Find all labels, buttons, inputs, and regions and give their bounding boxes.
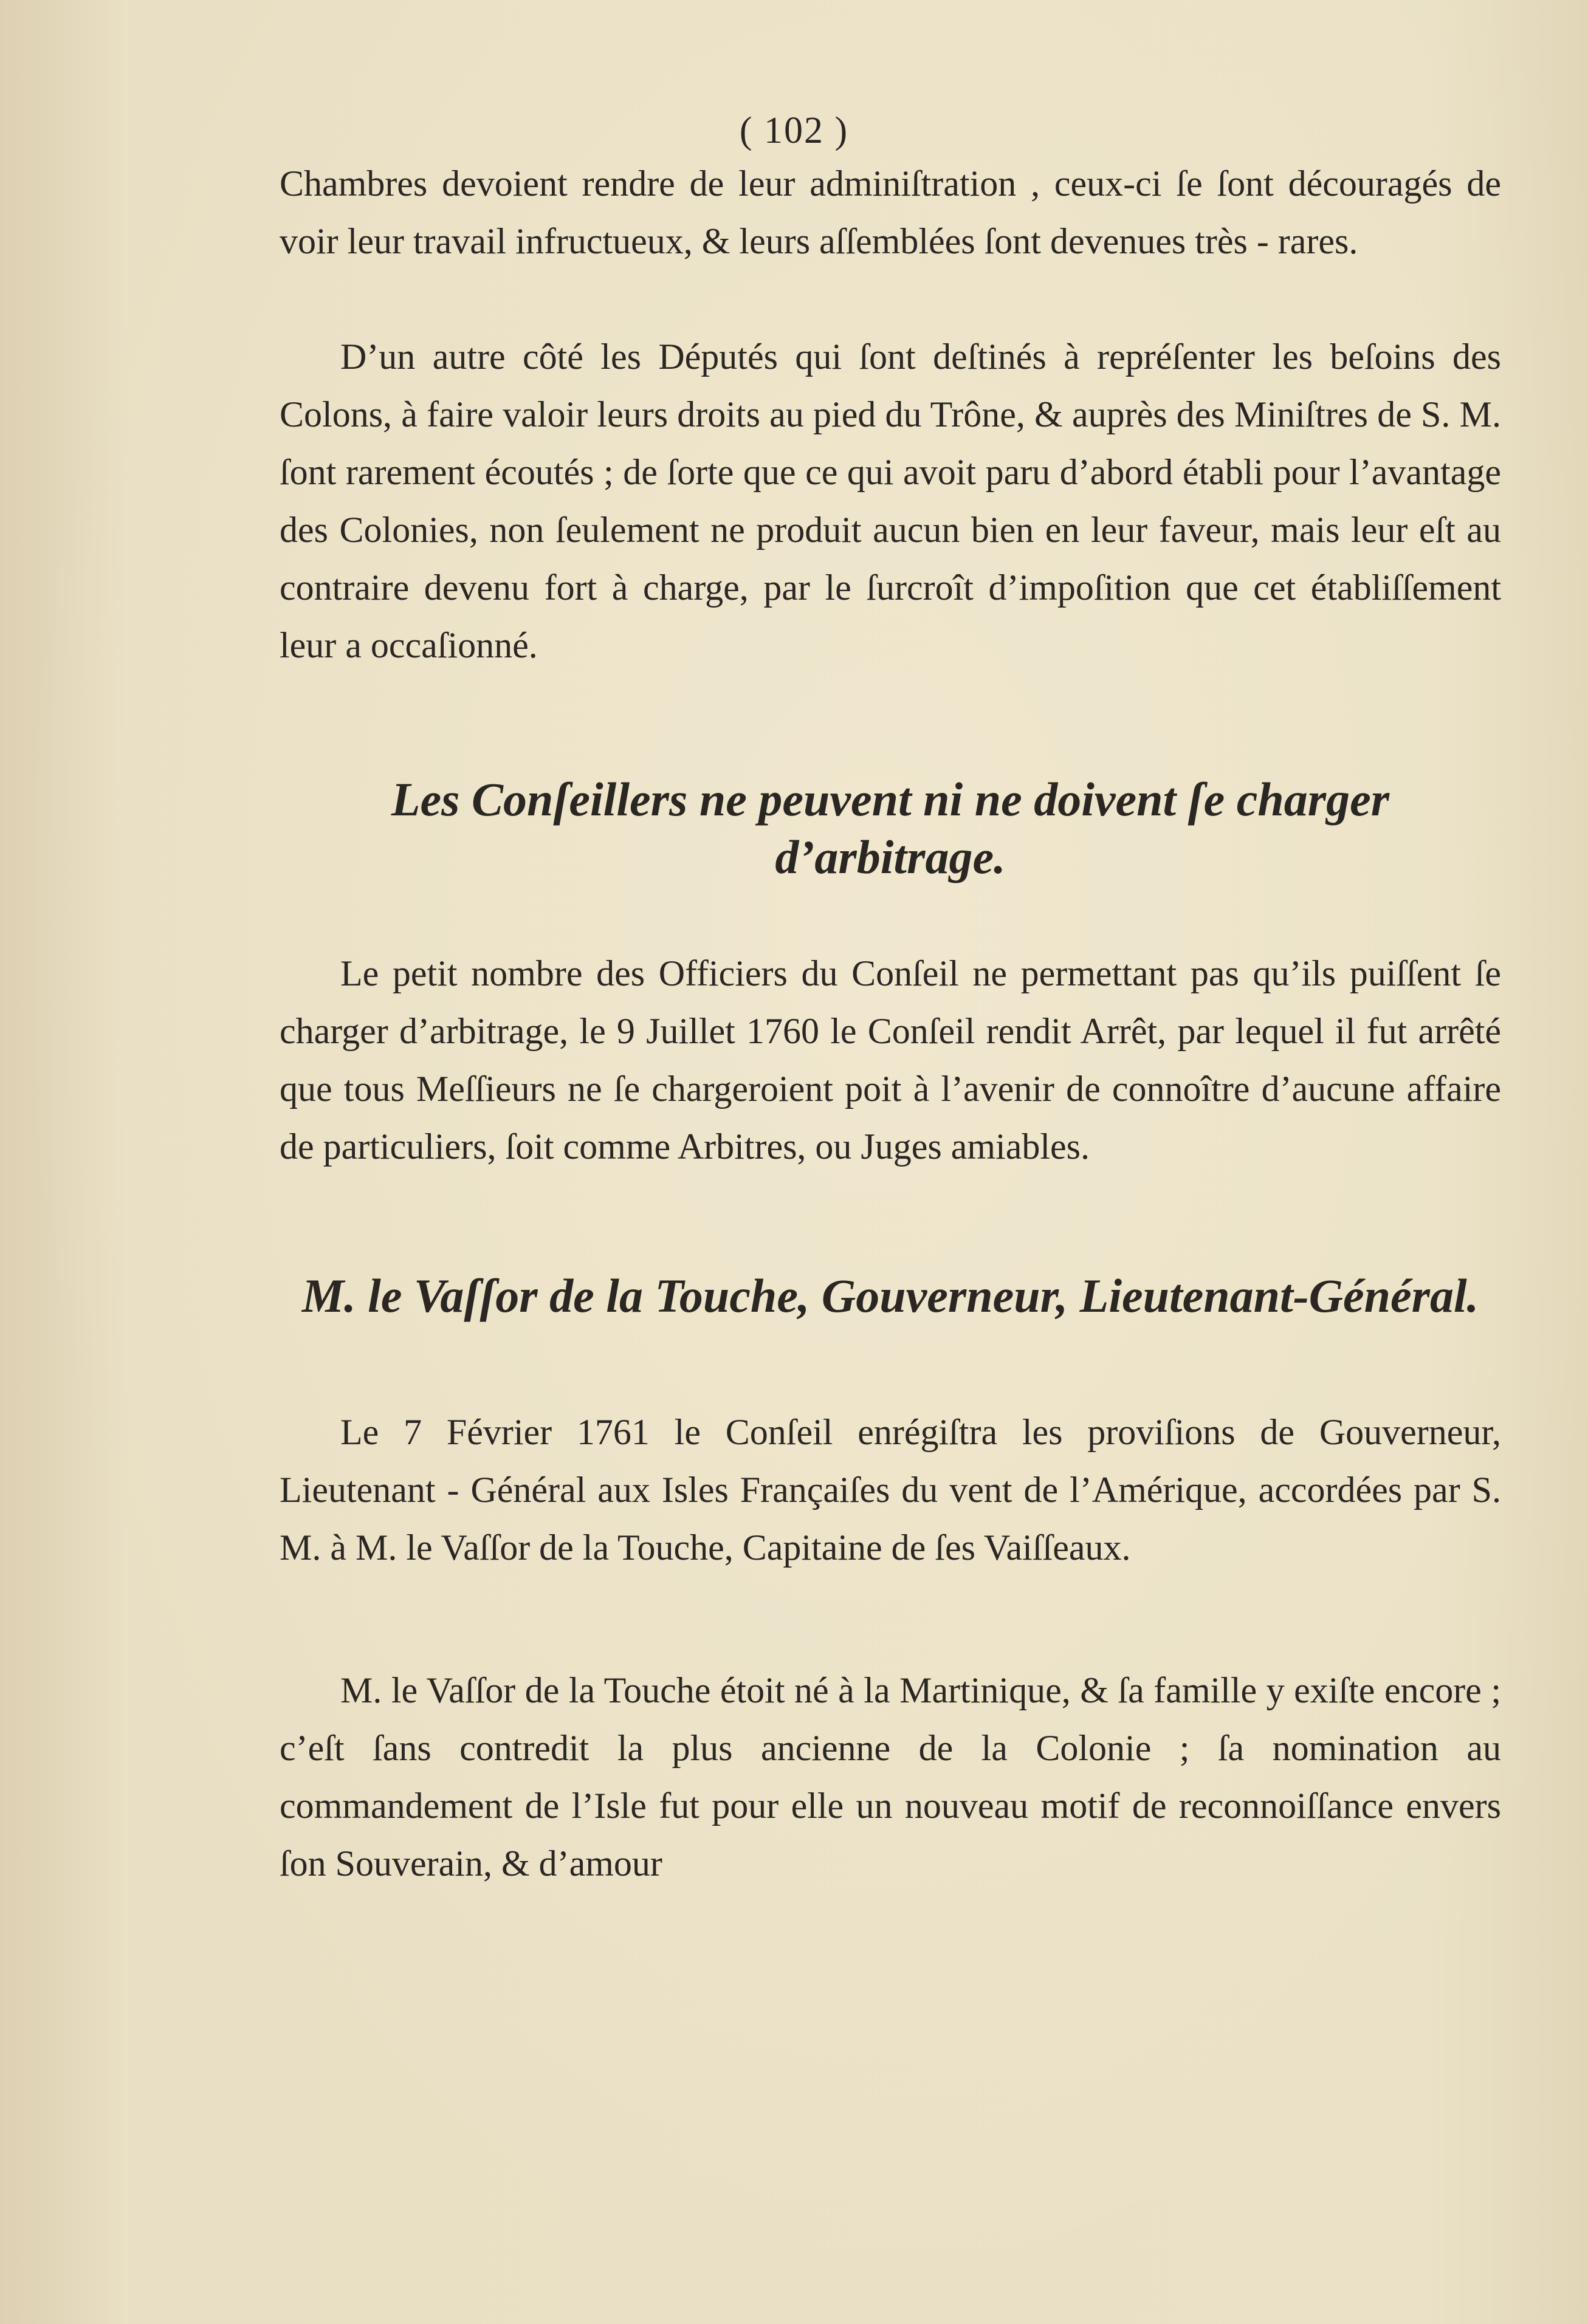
section-heading-conseillers: Les Conſeillers ne peuvent ni ne doivent ſe charger d’arbitrage.	[391, 773, 1390, 883]
paragraph-continuation: Chambres devoient rendre de leur adminiſtration , ceux-ci ſe ſont découragés de voir leur travail infructueux, & leurs aſſemblées ſont devenues très - rares.	[280, 163, 1501, 261]
paragraph-provisions: Le 7 Février 1761 le Conſeil enrégiſtra les proviſions de Gouverneur, Lieutenant - Général aux Isles Françaiſes du vent de l’Amérique, accordées par S. M. à M. le Vaſſor de la Touche, Capitaine de ſes Vaiſſeaux.	[280, 1412, 1501, 1568]
page-number: ( 102 )	[739, 110, 849, 151]
paragraph-touche-famille: M. le Vaſſor de la Touche étoit né à la Martinique, & ſa famille y exiſte encore ; c’eſt ſans contredit la plus ancienne de la Colonie ; ſa nomination au commandement de l’Isle fut pour elle un nouveau motif de reconnoiſſance envers ſon Souverain, & d’amour	[280, 1670, 1501, 1884]
paragraph-deputes: D’un autre côté les Députés qui ſont deſtinés à repréſenter les beſoins des Colons, à faire valoir leurs droits au pied du Trône, & auprès des Miniſtres de S. M. ſont rarement écoutés ; de ſorte que ce qui avoit paru d’abord établi pour l’avantage des Colonies, non ſeulement ne produit aucun bien en leur faveur, mais leur eſt au contraire devenu fort à charge, par le ſurcroît d’impoſition que cet établiſſement leur a occaſionné.	[280, 337, 1501, 665]
paragraph-arbitrage: Le petit nombre des Officiers du Conſeil ne permettant pas qu’ils puiſſent ſe charger d’arbitrage, le 9 Juillet 1760 le Conſeil rendit Arrêt, par lequel il fut arrêté que tous Meſſieurs ne ſe chargeroient poit à l’avenir de connoître d’aucune affaire de particuliers, ſoit comme Arbitres, ou Juges amiables.	[280, 953, 1501, 1167]
section-heading-gouverneur: M. le Vaſſor de la Touche, Gouverneur, Lieutenant-Général.	[301, 1269, 1479, 1322]
